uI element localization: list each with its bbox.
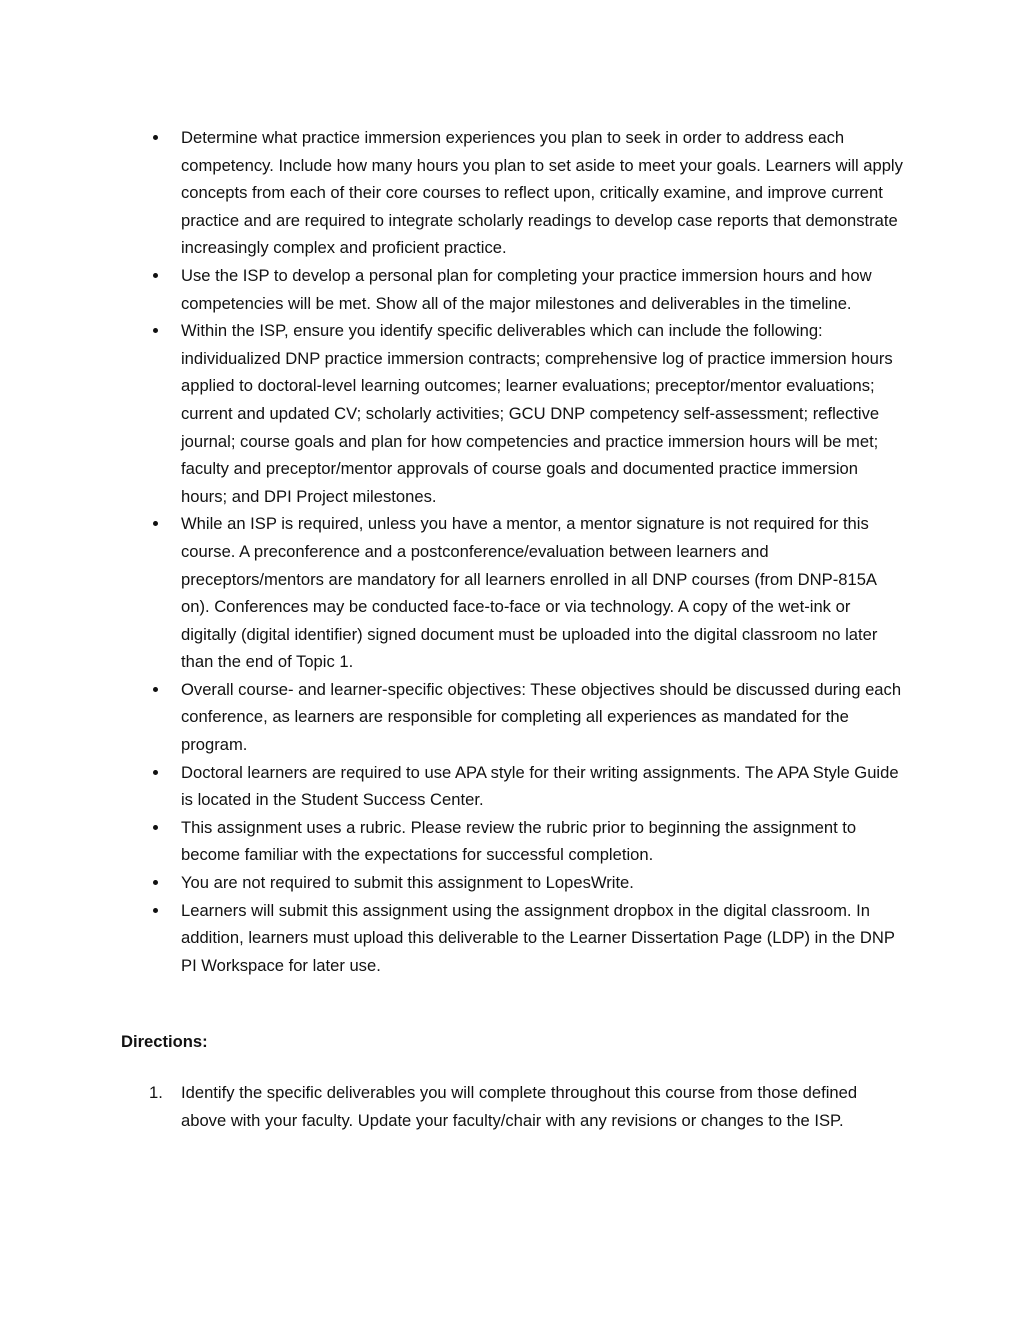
list-item bbox=[181, 510, 903, 676]
list-item bbox=[181, 759, 903, 814]
directions-heading: Directions: bbox=[121, 1032, 208, 1051]
bullet-text: This assignment uses a rubric. Please review the rubric prior to beginning the assignment to become familiar with the expectations for successful completion. bbox=[181, 817, 857, 865]
list-number: 1. bbox=[149, 1083, 163, 1102]
bullet-icon bbox=[153, 880, 158, 885]
directions-numbered-list bbox=[149, 1079, 891, 1134]
bullet-icon bbox=[153, 521, 158, 526]
list-item bbox=[181, 869, 903, 897]
list-item bbox=[181, 124, 903, 262]
bullet-icon bbox=[153, 273, 158, 278]
bullet-icon bbox=[153, 908, 158, 913]
list-item bbox=[149, 1079, 891, 1134]
bullet-text: Learners will submit this assignment using the assignment dropbox in the digital classroom. In addition, learners must upload this deliverable to the Learner Dissertation Page (LDP) in the DNP PI Workspace for later use. bbox=[181, 900, 895, 975]
bullet-text: Overall course- and learner-specific objectives: These objectives should be discussed during each conference, as learners are responsible for completing all experiences as mandated for the program. bbox=[181, 679, 902, 755]
direction-text: Identify the specific deliverables you will complete throughout this course from those defined above with your faculty. Update your faculty/chair with any revisions or changes to the ISP. bbox=[181, 1083, 858, 1130]
list-item bbox=[181, 897, 903, 980]
bullet-text: Determine what practice immersion experiences you plan to seek in order to address each competency. Include how many hours you plan to set aside to meet your goals. Learners will apply concepts from each of their core courses to reflect upon, critically examine, and improve current practice and are required to integrate scholarly readings to develop case reports that demonstrate increasingly complex and proficient practice. bbox=[181, 128, 903, 258]
list-item bbox=[181, 814, 903, 869]
bullet-text: Within the ISP, ensure you identify specific deliverables which can include the following: individualized DNP practice immersion contracts; comprehensive log of practice immersion hours applied to doctoral-level learning outcomes; learner evaluations; preceptor/mentor evaluations; current and updated CV; scholarly activities; GCU DNP competency self-assessment; reflective journal; course goals and plan for how competencies and practice immersion hours will be met; faculty and preceptor/mentor approvals of course goals and documented practice immersion hours; and DPI Project milestones. bbox=[181, 321, 893, 506]
bullet-text: While an ISP is required, unless you have a mentor, a mentor signature is not required for this course. A preconference and a postconference/evaluation between learners and preceptors/mentors are mandatory for all learners enrolled in all DNP courses (from DNP-815A on). Conferences may be conducted face-to-face or via technology. A copy of the wet-ink or digitally (digital identifier) signed document must be uploaded into the digital classroom no later than the end of Topic 1. bbox=[181, 514, 878, 672]
bullet-icon bbox=[153, 328, 158, 333]
list-item bbox=[181, 676, 903, 759]
bullet-icon bbox=[153, 687, 158, 692]
bullet-text: You are not required to submit this assignment to LopesWrite. bbox=[181, 873, 634, 893]
bullet-text: Doctoral learners are required to use APA style for their writing assignments. The APA Style Guide is located in the Student Success Center. bbox=[181, 762, 899, 810]
list-item bbox=[181, 317, 903, 510]
bullet-icon bbox=[153, 135, 158, 140]
requirements-bullet-list bbox=[181, 124, 903, 979]
list-item bbox=[181, 262, 903, 317]
bullet-icon bbox=[153, 825, 158, 830]
bullet-text: Use the ISP to develop a personal plan for completing your practice immersion hours and how competencies will be met. Show all of the major milestones and deliverables in the timeline. bbox=[181, 265, 872, 313]
bullet-icon bbox=[153, 770, 158, 775]
